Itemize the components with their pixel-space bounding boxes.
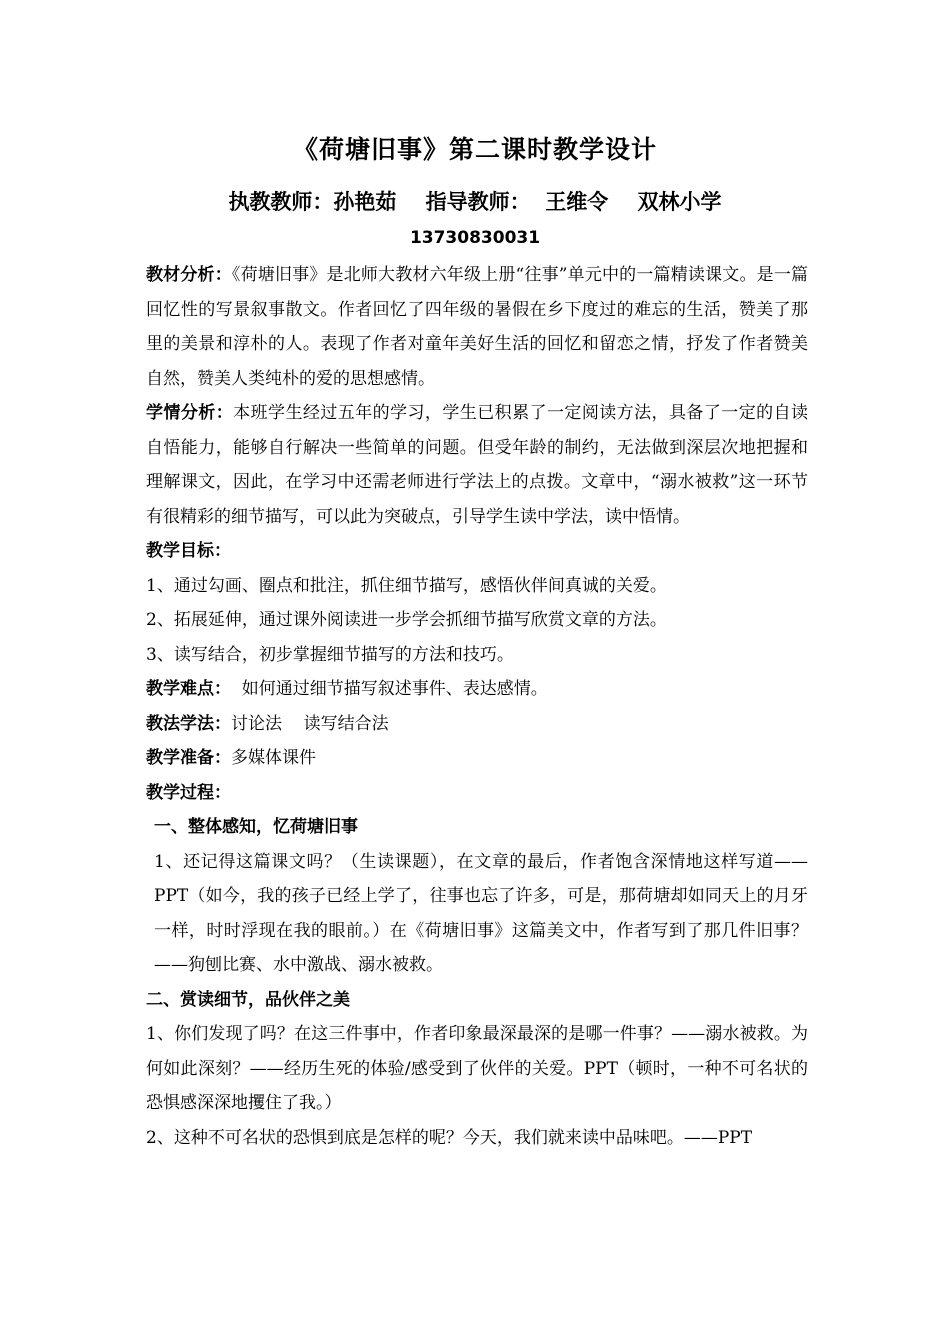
section-paragraph: 1、还记得这篇课文吗？（生读课题），在文章的最后，作者饱含深情地这样写道——PPT（如今，我的孩子已经上学了，往事也忘了许多，可是，那荷塘却如同天上的月牙一样，时时浮现在我的眼前。）在《荷塘旧事》这篇美文中，作者写到了那几件旧事？ ——狗刨比赛、水中激战、溺水被救。 <box>154 851 808 975</box>
teaching-difficulty-label: 教学难点： <box>146 679 231 699</box>
material-analysis <box>146 258 808 396</box>
section-paragraph: 1、你们发现了吗？在这三件事中，作者印象最深最深的是哪一件事？——溺水被救。为何如此深刻？——经历生死的体验/感受到了伙伴的关爱。PPT（顿时，一种不可名状的恐惧感深深地攫住了我。） <box>146 1024 808 1113</box>
teaching-goal-item: 2、拓展延伸，通过课外阅读进一步学会抓细节描写欣赏文章的方法。 <box>146 610 667 630</box>
teaching-method-label: 教法学法： <box>146 713 231 734</box>
teaching-method-text: 讨论法 读写结合法 <box>231 713 389 734</box>
document-body <box>146 258 808 1155</box>
section-paragraph: 2、这种不可名状的恐惧到底是怎样的呢？今天，我们就来读中品味吧。——PPT <box>146 1127 753 1148</box>
teaching-difficulty-text: 如何通过细节描写叙述事件、表达感情。 <box>231 679 548 699</box>
section-heading: 二、赏读细节，品伙伴之美 <box>146 989 350 1010</box>
teaching-goal-item: 1、通过勾画、圈点和批注，抓住细节描写，感悟伙伴间真诚的关爱。 <box>146 575 667 596</box>
student-analysis-label: 学情分析： <box>146 403 234 423</box>
student-analysis-text: 本班学生经过五年的学习，学生已积累了一定阅读方法，具备了一定的自读自悟能力，能够自行解决一些简单的问题。但受年龄的制约，无法做到深层次地把握和理解课文，因此，在学习中还需老师进行学法上的点拨。文章中，“溺水被救”这一环节有很精彩的细节描写，可以此为突破点，引导学生读中学法，读中悟情。 <box>146 403 809 527</box>
teaching-method <box>146 707 808 742</box>
document-title: 《荷塘旧事》第二课时教学设计 <box>292 135 657 164</box>
teaching-goals-heading: 教学目标： <box>146 541 231 561</box>
section-heading: 一、整体感知，忆荷塘旧事 <box>154 817 358 837</box>
teaching-process-heading: 教学过程： <box>146 782 231 803</box>
phone-number: 13730830031 <box>409 228 541 248</box>
teaching-difficulty <box>146 672 808 707</box>
teaching-preparation-text: 多媒体课件 <box>231 748 316 768</box>
teacher-info: 执教教师：孙艳茹 指导教师： 王维令 双林小学 <box>228 190 722 214</box>
teaching-goal-item: 3、读写结合，初步掌握细节描写的方法和技巧。 <box>146 644 514 665</box>
student-analysis <box>146 396 808 534</box>
teaching-preparation <box>146 741 808 776</box>
material-analysis-text: 《荷塘旧事》是北师大教材六年级上册“往事”单元中的一篇精读课文。是一篇回忆性的写景叙事散文。作者回忆了四年级的暑假在乡下度过的难忘的生活，赞美了那里的美景和淳朴的人。表现了作者对童年美好生活的回忆和留恋之情，抒发了作者赞美自然，赞美人类纯朴的爱的思想感情。 <box>146 265 809 389</box>
material-analysis-label: 教材分析： <box>146 265 232 285</box>
teaching-preparation-label: 教学准备： <box>146 748 231 768</box>
